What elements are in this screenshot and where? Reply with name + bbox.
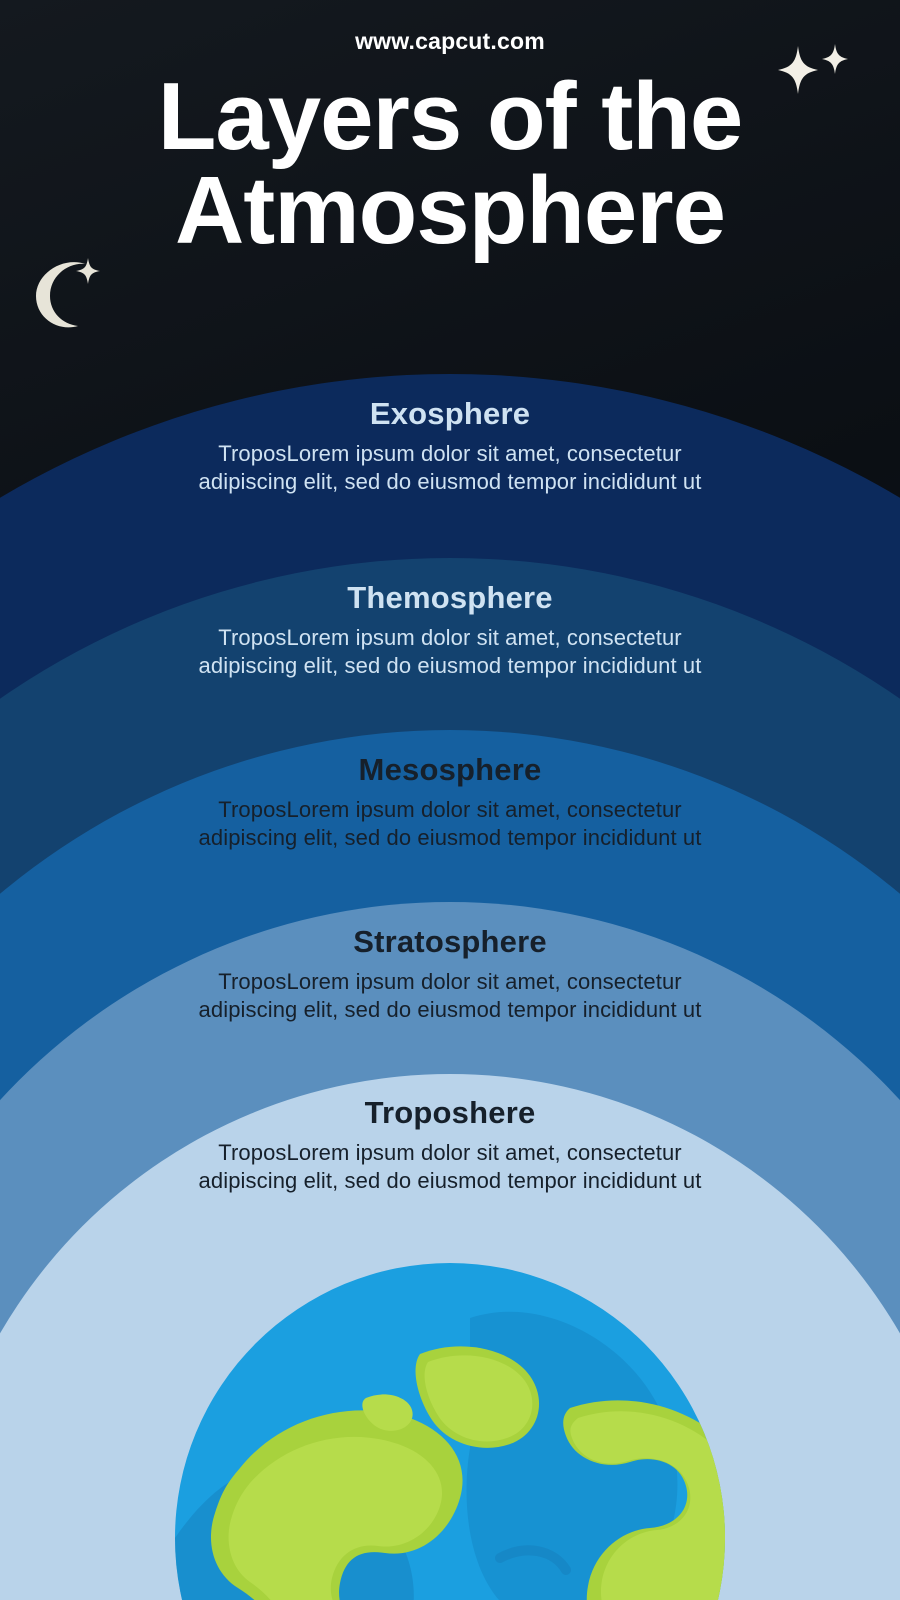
layer-title: Themosphere bbox=[347, 580, 553, 615]
layer-stratosphere bbox=[170, 924, 730, 1024]
layer-description: TroposLorem ipsum dolor sit amet, consectetur adipiscing elit, sed do eiusmod tempor incididunt ut bbox=[198, 441, 702, 495]
page-title-line-1: Layers of the bbox=[157, 63, 743, 170]
layer-troposphere bbox=[170, 1095, 730, 1195]
layer-title: Mesosphere bbox=[358, 752, 542, 787]
layer-description: TroposLorem ipsum dolor sit amet, consectetur adipiscing elit, sed do eiusmod tempor incididunt ut bbox=[198, 797, 702, 851]
layer-description: TroposLorem ipsum dolor sit amet, consectetur adipiscing elit, sed do eiusmod tempor incididunt ut bbox=[198, 625, 702, 679]
layer-title: Troposhere bbox=[364, 1095, 536, 1130]
layer-description: TroposLorem ipsum dolor sit amet, consectetur adipiscing elit, sed do eiusmod tempor incididunt ut bbox=[198, 969, 702, 1023]
layer-title: Stratosphere bbox=[353, 924, 547, 959]
layer-exosphere bbox=[170, 396, 730, 496]
earth-globe-icon bbox=[170, 1258, 730, 1600]
layer-description: TroposLorem ipsum dolor sit amet, consectetur adipiscing elit, sed do eiusmod tempor incididunt ut bbox=[198, 1140, 702, 1194]
site-url: www.capcut.com bbox=[355, 28, 545, 54]
sparkle-icon bbox=[778, 46, 818, 94]
layer-mesosphere bbox=[170, 752, 730, 852]
page-title bbox=[0, 63, 900, 265]
layer-title: Exosphere bbox=[369, 396, 531, 431]
sparkle-icon-small bbox=[822, 44, 848, 74]
crescent-moon-icon bbox=[28, 252, 106, 330]
page-title-line-2: Atmosphere bbox=[174, 157, 726, 265]
layer-thermosphere bbox=[170, 580, 730, 680]
